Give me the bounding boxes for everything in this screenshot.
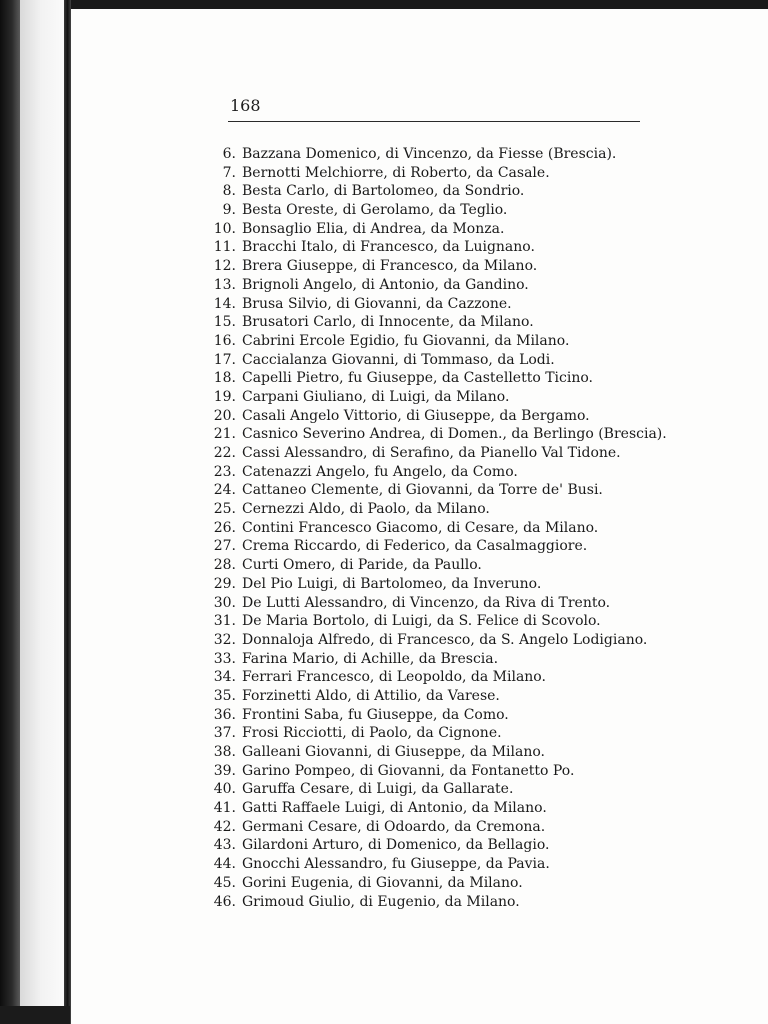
entry-text: Garuffa Cesare, di Luigi, da Gallarate. [242,781,514,798]
entry-text: Gnocchi Alessandro, fu Giuseppe, da Pavia. [242,856,550,873]
entry-text: Gorini Eugenia, di Giovanni, da Milano. [242,874,523,891]
list-item [205,351,675,370]
entry-number: 35. [213,687,236,704]
list-item [205,537,675,556]
entry-text: Grimoud Giulio, di Eugenio, da Milano. [242,893,520,910]
entry-number: 20. [213,407,236,424]
entry-text: Capelli Pietro, fu Giuseppe, da Castelletto Ticino. [242,370,593,387]
book-spine-edge [64,0,71,1024]
list-item [205,724,675,743]
list-item [205,874,675,893]
entry-number: 9. [222,202,236,219]
list-item [205,425,675,444]
entry-text: Bonsaglio Elia, di Andrea, da Monza. [242,220,505,237]
entry-number: 32. [213,631,236,648]
list-item [205,295,675,314]
entry-text: Contini Francesco Giacomo, di Cesare, da Milano. [242,519,599,536]
entry-number: 16. [213,332,236,349]
entry-number: 28. [213,557,236,574]
list-item [205,500,675,519]
entry-text: Cabrini Ercole Egidio, fu Giovanni, da Milano. [242,332,570,349]
list-item [205,238,675,257]
header-rule [228,121,640,122]
list-item [205,855,675,874]
entry-number: 43. [213,837,236,854]
list-item [205,164,675,183]
book-gutter [20,0,66,1024]
entry-text: Besta Oreste, di Gerolamo, da Teglio. [242,202,508,219]
entry-text: Besta Carlo, di Bartolomeo, da Sondrio. [242,183,525,200]
entry-text: Bazzana Domenico, di Vincenzo, da Fiesse (Brescia). [242,146,617,162]
list-item [205,481,675,500]
entry-number: 31. [213,613,236,630]
list-item [205,780,675,799]
entry-text: Caccialanza Giovanni, di Tommaso, da Lodi. [242,351,555,368]
entry-number: 37. [213,725,236,742]
book-spine-shadow [0,0,20,1024]
entry-text: Casali Angelo Vittorio, di Giuseppe, da Bergamo. [242,407,590,424]
entry-number: 11. [213,239,236,256]
entry-text: Brusatori Carlo, di Innocente, da Milano. [242,314,534,331]
entry-text: Cernezzi Aldo, di Paolo, da Milano. [242,501,490,518]
entry-text: Crema Riccardo, di Federico, da Casalmaggiore. [242,538,588,555]
entry-text: De Maria Bortolo, di Luigi, da S. Felice di Scovolo. [242,613,601,630]
entry-text: Gatti Raffaele Luigi, di Antonio, da Milano. [242,800,547,817]
list-item [205,836,675,855]
entry-number: 30. [213,594,236,611]
entry-text: Catenazzi Angelo, fu Angelo, da Como. [242,463,518,480]
list-item [205,743,675,762]
entry-number: 15. [213,314,236,331]
entry-number: 25. [213,501,236,518]
list-item [205,575,675,594]
entry-text: Casnico Severino Andrea, di Domen., da Berlingo (Brescia). [242,426,667,443]
list-item [205,444,675,463]
list-item [205,799,675,818]
entry-number: 39. [213,762,236,779]
entry-text: Frontini Saba, fu Giuseppe, da Como. [242,706,509,723]
entry-text: Brera Giuseppe, di Francesco, da Milano. [242,258,538,275]
list-item [205,388,675,407]
scan-bottom-corner [0,1006,70,1024]
entry-number: 42. [213,818,236,835]
entry-number: 33. [213,650,236,667]
list-item [205,706,675,725]
entry-number: 18. [213,370,236,387]
entry-text: Curti Omero, di Paride, da Paullo. [242,557,482,574]
list-item [205,276,675,295]
entry-number: 34. [213,669,236,686]
entry-text: Brusa Silvio, di Giovanni, da Cazzone. [242,295,512,312]
entry-text: De Lutti Alessandro, di Vincenzo, da Riva di Trento. [242,594,611,611]
list-item [205,332,675,351]
entry-number: 13. [213,276,236,293]
entry-text: Farina Mario, di Achille, da Brescia. [242,650,499,667]
entry-number: 24. [213,482,236,499]
entry-number: 14. [213,295,236,312]
list-item [205,893,675,912]
list-item [205,407,675,426]
list-item [205,650,675,669]
list-item [205,762,675,781]
entry-number: 44. [213,856,236,873]
name-list [205,145,675,911]
entry-text: Gilardoni Arturo, di Domenico, da Bellagio. [242,837,550,854]
entry-number: 27. [213,538,236,555]
entry-text: Cassi Alessandro, di Serafino, da Pianello Val Tidone. [242,445,621,461]
entry-number: 12. [213,258,236,275]
entry-text: Forzinetti Aldo, di Attilio, da Varese. [242,687,500,704]
list-item [205,612,675,631]
entry-number: 23. [213,463,236,480]
entry-number: 6. [222,146,236,162]
entry-number: 36. [213,706,236,723]
entry-number: 21. [213,426,236,443]
page-number: 168 [230,96,261,115]
entry-text: Garino Pompeo, di Giovanni, da Fontanetto Po. [242,762,575,779]
entry-number: 40. [213,781,236,798]
entry-number: 29. [213,575,236,592]
list-item [205,687,675,706]
list-item [205,257,675,276]
entry-text: Donnaloja Alfredo, di Francesco, da S. Angelo Lodigiano. [242,631,648,648]
list-item [205,313,675,332]
entry-number: 26. [213,519,236,536]
list-item [205,145,675,164]
entry-number: 45. [213,874,236,891]
entry-number: 19. [213,388,236,405]
list-item [205,818,675,837]
entry-text: Carpani Giuliano, di Luigi, da Milano. [242,388,510,405]
list-item [205,668,675,687]
entry-number: 22. [213,445,236,461]
entry-text: Frosi Ricciotti, di Paolo, da Cignone. [242,725,502,742]
entry-number: 38. [213,744,236,760]
entry-number: 10. [213,220,236,237]
entry-text: Del Pio Luigi, di Bartolomeo, da Inveruno. [242,575,542,592]
list-item [205,182,675,201]
entry-text: Germani Cesare, di Odoardo, da Cremona. [242,818,546,835]
list-item [205,369,675,388]
list-item [205,519,675,538]
list-item [205,201,675,220]
entry-text: Cattaneo Clemente, di Giovanni, da Torre de' Busi. [242,482,603,499]
entry-text: Bracchi Italo, di Francesco, da Luignano. [242,239,535,256]
entry-text: Galleani Giovanni, di Giuseppe, da Milano. [242,744,546,760]
list-item [205,220,675,239]
scan-top-edge [0,0,768,9]
entry-text: Bernotti Melchiorre, di Roberto, da Casale. [242,164,550,181]
entry-number: 8. [222,183,236,200]
entry-number: 7. [222,164,236,181]
list-item [205,463,675,482]
list-item [205,631,675,650]
entry-number: 41. [213,800,236,817]
entry-number: 17. [213,351,236,368]
entry-text: Ferrari Francesco, di Leopoldo, da Milano. [242,669,546,686]
entry-number: 46. [213,893,236,910]
list-item [205,594,675,613]
entry-text: Brignoli Angelo, di Antonio, da Gandino. [242,276,529,293]
list-item [205,556,675,575]
